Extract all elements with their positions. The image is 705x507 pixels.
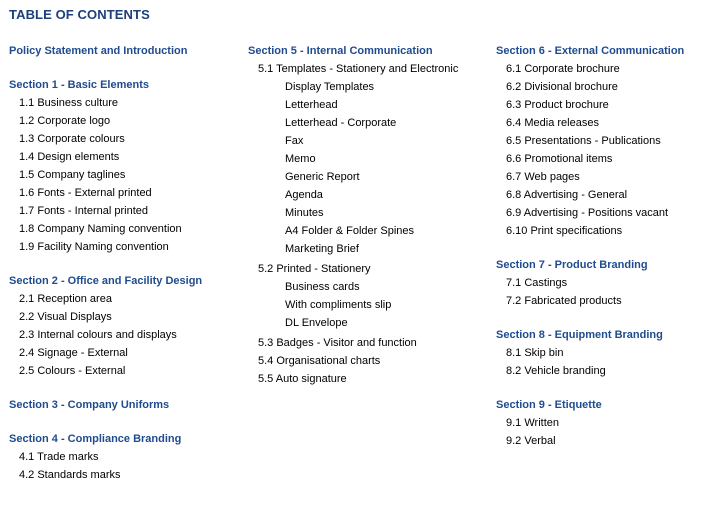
toc-item[interactable]: 1.1 Business culture	[19, 97, 119, 109]
toc-subitem[interactable]: Marketing Brief	[285, 243, 359, 255]
toc-item[interactable]: 6.9 Advertising - Positions vacant	[506, 207, 669, 219]
toc-item[interactable]: 6.7 Web pages	[506, 171, 580, 183]
toc-item[interactable]: 6.2 Divisional brochure	[506, 81, 618, 93]
toc-item[interactable]: 4.1 Trade marks	[19, 451, 99, 463]
toc-item[interactable]: 1.8 Company Naming convention	[19, 223, 182, 235]
toc-item[interactable]: 1.2 Corporate logo	[19, 115, 111, 127]
toc-item[interactable]: 6.8 Advertising - General	[506, 189, 628, 201]
toc-item[interactable]: 5.4 Organisational charts	[258, 355, 381, 367]
toc-item[interactable]: 5.1 Templates - Stationery and Electronic	[258, 63, 459, 75]
toc-subitem[interactable]: Memo	[285, 153, 316, 165]
toc-heading-section-7[interactable]: Section 7 - Product Branding	[496, 259, 648, 271]
toc-heading-section-2[interactable]: Section 2 - Office and Facility Design	[9, 275, 203, 287]
toc-heading-section-9[interactable]: Section 9 - Etiquette	[496, 399, 602, 411]
toc-subitem[interactable]: Fax	[285, 135, 304, 147]
toc-subitem[interactable]: DL Envelope	[285, 317, 348, 329]
toc-item[interactable]: 6.5 Presentations - Publications	[506, 135, 661, 147]
toc-item[interactable]: 6.3 Product brochure	[506, 99, 609, 111]
toc-item[interactable]: 2.4 Signage - External	[19, 347, 128, 359]
toc-item[interactable]: 2.1 Reception area	[19, 293, 112, 305]
toc-item[interactable]: 1.4 Design elements	[19, 151, 120, 163]
toc-heading-section-4[interactable]: Section 4 - Compliance Branding	[9, 433, 182, 445]
toc-item[interactable]: 5.3 Badges - Visitor and function	[258, 337, 417, 349]
toc-subitem[interactable]: Agenda	[285, 189, 323, 201]
toc-heading-section-3[interactable]: Section 3 - Company Uniforms	[9, 399, 170, 411]
toc-heading-section-1[interactable]: Section 1 - Basic Elements	[9, 79, 149, 91]
toc-item[interactable]: 8.1 Skip bin	[506, 347, 564, 359]
toc-subitem[interactable]: Letterhead - Corporate	[285, 117, 397, 129]
toc-item[interactable]: 1.6 Fonts - External printed	[19, 187, 152, 199]
toc-item[interactable]: 5.2 Printed - Stationery	[258, 263, 371, 275]
toc-heading-section-8[interactable]: Section 8 - Equipment Branding	[496, 329, 663, 341]
toc-item[interactable]: 6.10 Print specifications	[506, 225, 623, 237]
toc-subitem[interactable]: Minutes	[285, 207, 324, 219]
toc-item[interactable]: 6.4 Media releases	[506, 117, 599, 129]
toc-item[interactable]: 8.2 Vehicle branding	[506, 365, 606, 377]
toc-item[interactable]: 4.2 Standards marks	[19, 469, 121, 481]
toc-item[interactable]: 9.1 Written	[506, 417, 559, 429]
toc-subitem[interactable]: Letterhead	[285, 99, 338, 111]
page-title: TABLE OF CONTENTS	[9, 7, 150, 22]
toc-heading-policy[interactable]: Policy Statement and Introduction	[9, 45, 188, 57]
toc-column-2	[248, 42, 488, 388]
toc-column-1	[9, 42, 239, 484]
toc-heading-section-6[interactable]: Section 6 - External Communication	[496, 45, 685, 57]
toc-item[interactable]: 1.5 Company taglines	[19, 169, 126, 181]
toc-item[interactable]: 6.6 Promotional items	[506, 153, 613, 165]
toc-item[interactable]: 9.2 Verbal	[506, 435, 556, 447]
toc-subitem[interactable]: Display Templates	[285, 81, 375, 93]
toc-item[interactable]: 2.2 Visual Displays	[19, 311, 112, 323]
toc-item[interactable]: 5.5 Auto signature	[258, 373, 347, 385]
toc-item[interactable]: 7.1 Castings	[506, 277, 568, 289]
toc-item[interactable]: 1.9 Facility Naming convention	[19, 241, 169, 253]
toc-item[interactable]: 6.1 Corporate brochure	[506, 63, 620, 75]
toc-item[interactable]: 2.5 Colours - External	[19, 365, 126, 377]
toc-subitem[interactable]: A4 Folder & Folder Spines	[285, 225, 415, 237]
toc-heading-section-5[interactable]: Section 5 - Internal Communication	[248, 45, 433, 57]
toc-item[interactable]: 1.7 Fonts - Internal printed	[19, 205, 149, 217]
toc-subitem[interactable]: With compliments slip	[285, 299, 392, 311]
toc-subitem[interactable]: Business cards	[285, 281, 360, 293]
toc-item[interactable]: 2.3 Internal colours and displays	[19, 329, 177, 341]
toc-item[interactable]: 7.2 Fabricated products	[506, 295, 622, 307]
toc-column-3	[496, 42, 705, 450]
toc-subitem[interactable]: Generic Report	[285, 171, 360, 183]
toc-item[interactable]: 1.3 Corporate colours	[19, 133, 125, 145]
